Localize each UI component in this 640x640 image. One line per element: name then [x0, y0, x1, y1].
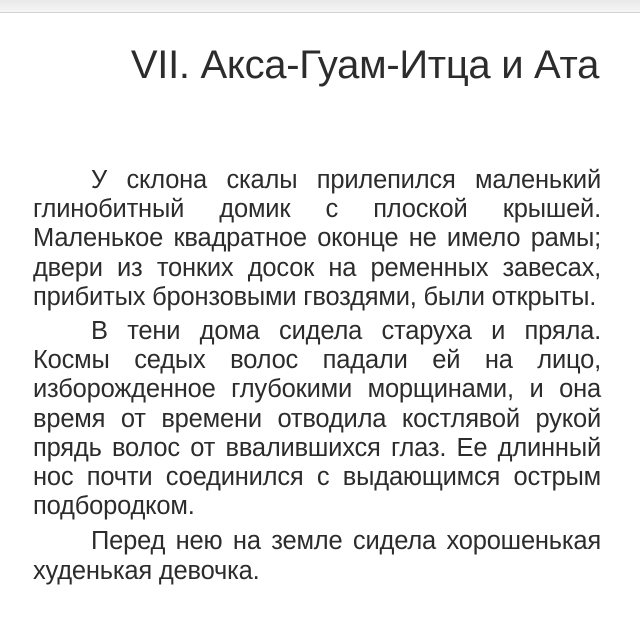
paragraph: У склона скалы прилепился маленький глинобитный домик с плоской крышей. Маленькое квадратное оконце не имело рамы; двери из тонких досок на ременных завесах, прибитых бронзовыми гвоздями, были открыты. — [33, 166, 601, 311]
reader-top-bar[interactable] — [0, 0, 640, 13]
reader-page[interactable] — [0, 13, 640, 640]
chapter-text — [33, 166, 601, 586]
paragraph: В тени дома сидела старуха и пряла. Космы седых волос падали ей на лицо, изборожденное глубокими морщинами, и она время от времени отводила костлявой рукой прядь волос от ввалившихся глаз. Ее длинный нос почти соединился с выдающимся острым подбородком. — [33, 317, 601, 521]
chapter-title: VII. Акса-Гуам-Итца и Ата — [130, 43, 600, 87]
paragraph: Перед нею на земле сидела хорошенькая худенькая девочка. — [33, 527, 601, 585]
